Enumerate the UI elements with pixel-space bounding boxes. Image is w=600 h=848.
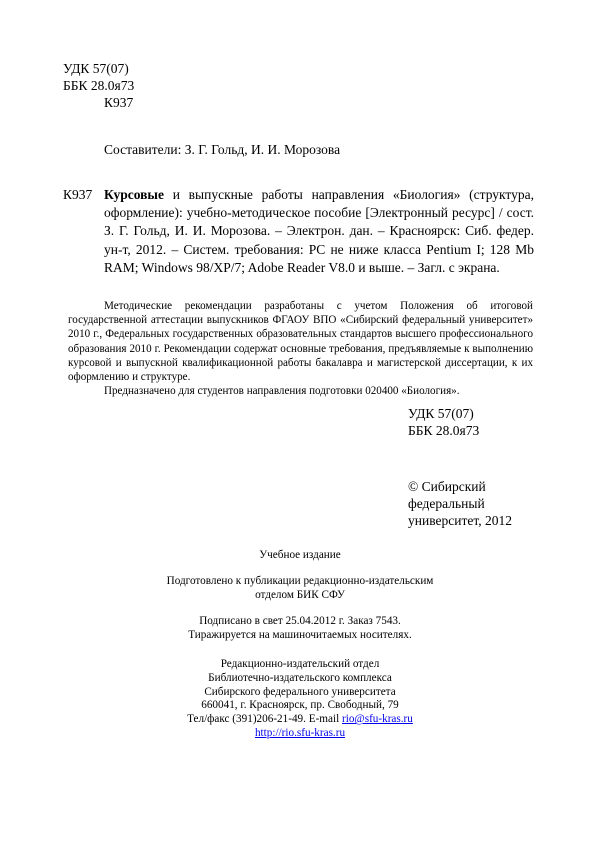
signed-info: Подписано в свет 25.04.2012 г. Заказ 7543. xyxy=(199,615,401,627)
copyright-line-3: университет, 2012 xyxy=(408,513,512,528)
publisher-dept-2: Библиотечно-издательского комплекса xyxy=(208,671,392,684)
prepared-line-2: отделом БИК СФУ xyxy=(255,589,345,601)
bib-entry xyxy=(104,186,534,277)
publisher-address: 660041, г. Красноярск, пр. Свободный, 79 xyxy=(201,699,399,712)
right-codes xyxy=(408,405,479,439)
copyright xyxy=(408,478,512,529)
compilers: Составители: З. Г. Гольд, И. И. Морозова xyxy=(104,142,341,157)
publisher-contacts xyxy=(0,713,600,727)
annotation xyxy=(68,299,533,398)
copyright-line-2: федеральный xyxy=(408,496,485,511)
publication-info xyxy=(0,614,600,642)
bib-entry-code: К937 xyxy=(63,187,93,202)
prepared-line-1: Подготовлено к публикации редакционно-издательским xyxy=(166,575,434,587)
bib-entry-text: и выпускные работы направления «Биология» (структура, оформление): учебно-методическое пособие [Электронный ресурс] / сост. З. Г. Гольд, И. И. Морозова. – Электрон. дан. – Красноярск: Сиб. федер. ун-т, 2012. – Систем. требования: PC не ниже класса Pentium I; 128 Mb RAM; Windows 98/XP/7; Adobe Reader V8.0 и выше. – Загл. с экрана. xyxy=(104,187,534,275)
edition-type-text: Учебное издание xyxy=(259,549,341,561)
annotation-audience: Предназначено для студентов направления подготовки 020400 «Биология». xyxy=(104,385,460,398)
edition-type xyxy=(0,548,600,562)
publisher-block xyxy=(0,658,600,741)
publisher-dept-3: Сибирского федерального университета xyxy=(204,685,396,698)
top-codes xyxy=(63,60,134,111)
publisher-dept-1: Редакционно-издательский отдел xyxy=(220,658,380,670)
copyright-line-1: © Сибирский xyxy=(408,479,486,494)
copies-info: Тиражируется на машиночитаемых носителях. xyxy=(188,629,412,641)
prepared-by xyxy=(0,574,600,602)
udk-code: УДК 57(07) xyxy=(63,61,129,76)
udk-code-right: УДК 57(07) xyxy=(408,406,474,421)
website-row xyxy=(0,727,600,741)
author-mark: К937 xyxy=(104,95,134,110)
bbk-code: ББК 28.0я73 xyxy=(63,78,135,93)
bbk-code-right: ББК 28.0я73 xyxy=(408,423,480,438)
website-link[interactable]: http://rio.sfu-kras.ru xyxy=(254,726,346,739)
annotation-paragraph: Методические рекомендации разработаны с учетом Положения об итоговой государственной аттестации выпускников ФГАОУ ВПО «Сибирский федеральный университет» 2010 г., Федеральных государственных образовательных стандартов высшего профессионального образования 2010 г. Рекомендации содержат основные требования, предъявляемые к выполнению курсовой и выпускной квалификационной работы бакалавра и магистерской диссертации, к их оформлению и структуре. xyxy=(68,300,533,384)
bib-entry-title: Курсовые xyxy=(104,187,164,202)
phone-text: Тел/факс (391)206-21-49. E-mail xyxy=(187,713,342,726)
email-link[interactable]: rio@sfu-kras.ru xyxy=(341,713,413,726)
